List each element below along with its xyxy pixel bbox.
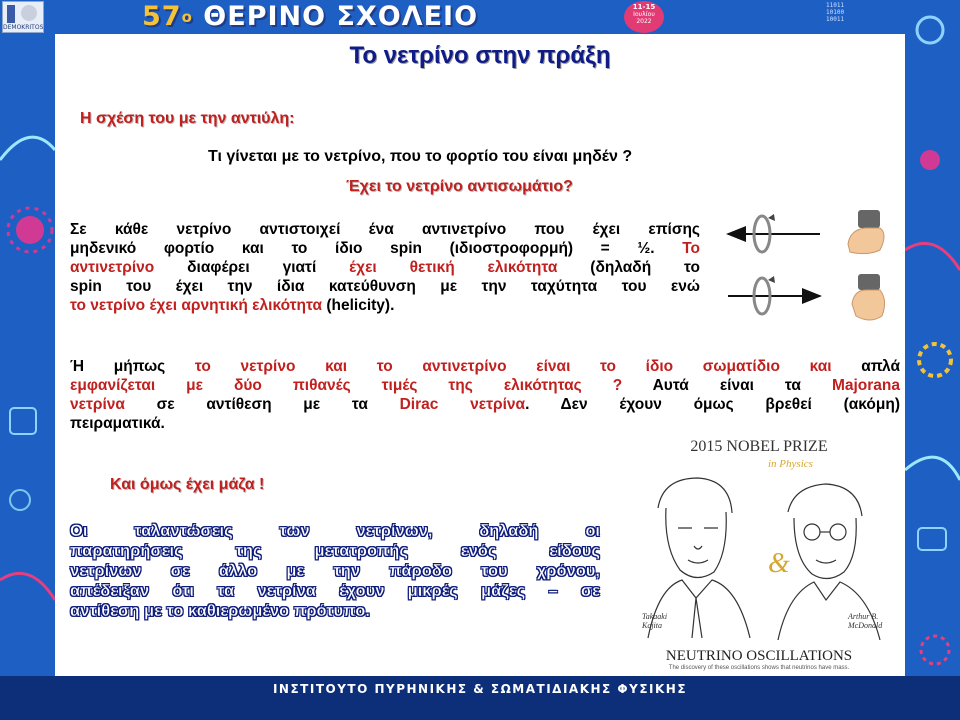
header-bar bbox=[0, 0, 960, 34]
school-number: 57 bbox=[142, 1, 182, 32]
para2-segment: . Δεν έχουν όμως βρεθεί (ακόμη) bbox=[525, 396, 900, 413]
helicity-paragraph bbox=[70, 220, 700, 315]
right-hand-icon bbox=[852, 274, 885, 320]
date-badge bbox=[624, 1, 664, 33]
para1-segment: (δηλαδή το bbox=[557, 259, 700, 276]
para2-segment: πειραματικά. bbox=[70, 415, 165, 432]
para2-segment: εμφανίζεται με δύο πιθανές τιμές της ελικότητας ? bbox=[70, 377, 623, 394]
school-superscript: ο bbox=[181, 8, 193, 26]
nobel-title: 2015 NOBEL PRIZE bbox=[690, 438, 828, 455]
person2-last-name: McDonald bbox=[848, 621, 883, 630]
person2-first-name: Arthur B. bbox=[848, 612, 879, 621]
logo-text: DEMOKRITOS bbox=[3, 24, 44, 31]
slide-title: Το νετρίνο στην πράξη bbox=[349, 42, 611, 69]
date-days: 11-15 bbox=[632, 3, 656, 11]
para1-segment: διαφέρει γιατί bbox=[154, 259, 350, 276]
binary-decoration bbox=[826, 2, 844, 23]
date-month: Ιουλίου bbox=[633, 11, 655, 18]
para2-segment: το νετρίνο και το αντινετρίνο είναι το ίδιο σωματίδιο και bbox=[194, 358, 832, 375]
ampersand: & bbox=[768, 548, 790, 579]
person1-last-name: Kajita bbox=[642, 621, 663, 630]
binary-line: 11011 bbox=[826, 2, 845, 9]
logo-emblem-icon bbox=[3, 3, 43, 25]
nobel-prize-image bbox=[618, 432, 900, 672]
para2-segment: Ή μήπως bbox=[70, 358, 195, 375]
binary-line: 10011 bbox=[826, 16, 845, 23]
para2-segment: Dirac νετρίνα bbox=[399, 396, 526, 413]
nobel-subtitle: in Physics bbox=[768, 458, 813, 470]
negative-helicity-arrow-icon bbox=[728, 214, 820, 252]
positive-helicity-arrow-icon bbox=[728, 276, 820, 314]
demokritos-logo bbox=[2, 1, 44, 33]
mcdonald-name bbox=[848, 612, 882, 630]
oscillation-paragraph bbox=[70, 521, 600, 621]
helicity-diagram bbox=[720, 204, 910, 334]
para2-segment: Αυτά είναι τα bbox=[622, 377, 832, 394]
antiparticle-heading: Η σχέση του με την αντιύλη: bbox=[80, 110, 295, 127]
oscillation-line: απέδειξαν ότι τα νετρίνα έχουν μικρές μάζες – σε bbox=[70, 582, 600, 600]
para1-segment: Σε κάθε νετρίνο αντιστοιχεί ένα αντινετρίνο που έχει επίσης bbox=[70, 221, 700, 238]
oscillation-line: νετρίνων σε άλλο με την πάροδο του χρόνου, bbox=[70, 562, 600, 580]
oscillation-line: Οι ταλαντώσεις των νετρίνων, δηλαδή οι bbox=[70, 522, 600, 540]
question-antiparticle: Έχει το νετρίνο αντισωμάτιο? bbox=[346, 178, 573, 195]
binary-line: 10100 bbox=[826, 9, 845, 16]
para2-segment: Majorana bbox=[831, 377, 900, 394]
question-charge: Τι γίνεται με το νετρίνο, που το φορτίο του είναι μηδέν ? bbox=[208, 148, 633, 165]
para1-segment: μηδενικό φορτίο και το ίδιο spin (ιδιοστροφορμή) = ½. bbox=[70, 240, 683, 257]
left-hand-icon bbox=[848, 210, 884, 254]
kajita-name bbox=[642, 612, 667, 630]
person1-first-name: Takaaki bbox=[642, 612, 668, 621]
mass-heading: Και όμως έχει μάζα ! bbox=[110, 476, 265, 493]
para2-segment: σε αντίθεση με τα bbox=[124, 396, 400, 413]
institute-name: ΙΝΣΤΙΤΟΥΤΟ ΠΥΡΗΝΙΚΗΣ & ΣΩΜΑΤΙΔΙΑΚΗΣ ΦΥΣΙΚΗΣ bbox=[272, 682, 688, 696]
nobel-note: The discovery of these oscillations shows that neutrinos have mass. bbox=[668, 665, 850, 671]
date-year: 2022 bbox=[636, 18, 652, 25]
para1-segment: το νετρίνο έχει αρνητική ελικότητα bbox=[70, 297, 323, 314]
para1-segment: spin του έχει την ίδια κατεύθυνση με την ταχύτητα του ενώ bbox=[70, 278, 700, 295]
para2-segment: απλά bbox=[831, 358, 900, 375]
majorana-paragraph bbox=[70, 357, 900, 433]
school-title-text: ΘΕΡΙΝΟ ΣΧΟΛΕΙΟ bbox=[203, 1, 479, 32]
school-title bbox=[142, 0, 478, 34]
para1-segment: έχει θετική ελικότητα bbox=[349, 259, 558, 276]
para1-segment: Το bbox=[682, 240, 700, 257]
footer-bar bbox=[0, 676, 960, 720]
para1-segment: (helicity). bbox=[322, 297, 395, 314]
para1-segment: αντινετρίνο bbox=[70, 259, 155, 276]
oscillation-line: παρατηρήσεις της μετατροπής ενός είδους bbox=[70, 542, 600, 560]
nobel-footer: NEUTRINO OSCILLATIONS bbox=[665, 648, 853, 664]
oscillation-line: αντίθεση με το καθιερωμένο πρότυπο. bbox=[70, 602, 370, 620]
para2-segment: νετρίνα bbox=[70, 396, 125, 413]
